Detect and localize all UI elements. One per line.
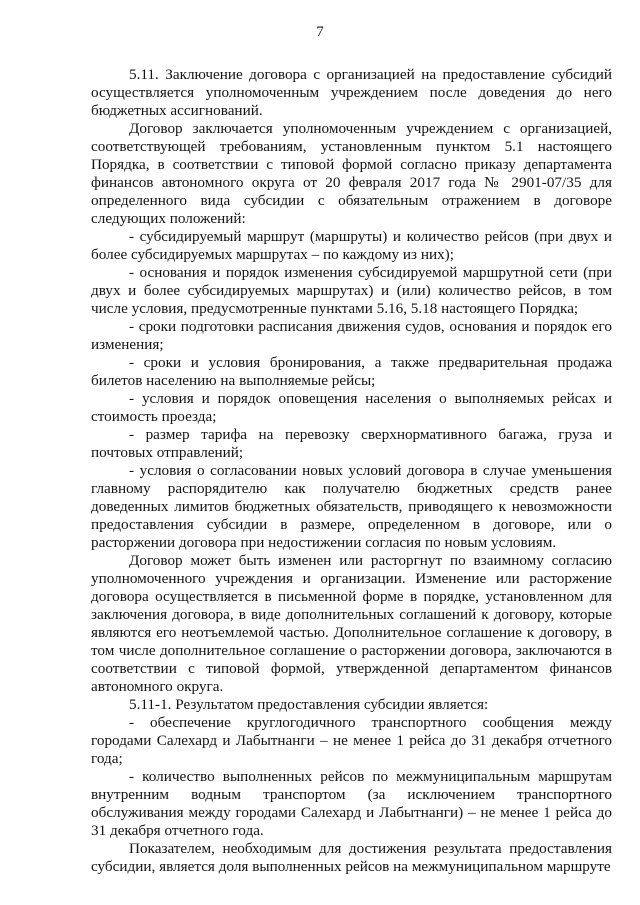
- list-item-tariff: - размер тарифа на перевозку сверхнормативного багажа, груза и почтовых отправлений;: [91, 426, 612, 461]
- list-item-schedule: - сроки подготовки расписания движения судов, основания и порядок его изменения;: [91, 318, 612, 353]
- paragraph-5-11-1: 5.11-1. Результатом предоставления субсидии является:: [129, 696, 489, 713]
- list-item-route: - субсидируемый маршрут (маршруты) и количество рейсов (при двух и более субсидируемых маршрутах – по каждому из них);: [91, 228, 612, 263]
- document-body: [91, 66, 612, 876]
- list-item-booking: - сроки и условия бронирования, а также предварительная продажа билетов населению на выполняемые рейсы;: [91, 354, 612, 389]
- paragraph-amendment: Договор может быть изменен или расторгнут по взаимному согласию уполномоченного учреждения и организации. Изменение или расторжение договора осуществляется в письменной форме в порядке, установленном для заключения договора, в виде дополнительных соглашений к договору, которые являются его неотъемлемой частью. Дополнительное соглашение к договору, в том числе дополнительное соглашение о расторжении договора, заключаются в соответствии с типовой формой, утвержденной департаментом финансов автономного округа.: [91, 552, 612, 695]
- list-item-route-changes: - основания и порядок изменения субсидируемой маршрутной сети (при двух и более субсидируемых маршрутах) и (или) количество рейсов, в том числе условия, предусмотренные пунктами 5.16, 5.18 настоящего Порядка;: [91, 264, 612, 317]
- list-item-notification: - условия и порядок оповещения населения о выполняемых рейсах и стоимость проезда;: [91, 390, 612, 425]
- list-item-flights-count: - количество выполненных рейсов по межмуниципальным маршрутам внутренним водным транспортом (за исключением транспортного обслуживания между городами Салехард и Лабытнанги) – не менее 1 рейса до 31 декабря отчетного года.: [91, 768, 612, 839]
- list-item-limits: - условия о согласовании новых условий договора в случае уменьшения главному распорядителю как получателю бюджетных средств ранее доведенных лимитов бюджетных обязательств, приводящего к невозможности предоставления субсидии в размере, определенном в договоре, или о расторжении договора при недостижении согласия по новым условиям.: [91, 462, 612, 551]
- paragraph-indicator: Показателем, необходимым для достижения результата предоставления субсидии, является доля выполненных рейсов на межмуниципальном маршруте: [91, 840, 612, 875]
- page-number: 7: [316, 24, 324, 40]
- list-item-year-round: - обеспечение круглогодичного транспортного сообщения между городами Салехард и Лабытнанги – не менее 1 рейса до 31 декабря отчетного года;: [91, 714, 612, 767]
- paragraph-contract-terms: Договор заключается уполномоченным учреждением с организацией, соответствующей требованиям, установленным пунктом 5.1 настоящего Порядка, в соответствии с типовой формой согласно приказу департамента финансов автономного округа от 20 февраля 2017 года № 2901-07/35 для определенного вида субсидии с обязательным отражением в договоре следующих положений:: [91, 120, 612, 227]
- paragraph-5-11: 5.11. Заключение договора с организацией на предоставление субсидий осуществляется уполномоченным учреждением после доведения до него бюджетных ассигнований.: [91, 66, 612, 119]
